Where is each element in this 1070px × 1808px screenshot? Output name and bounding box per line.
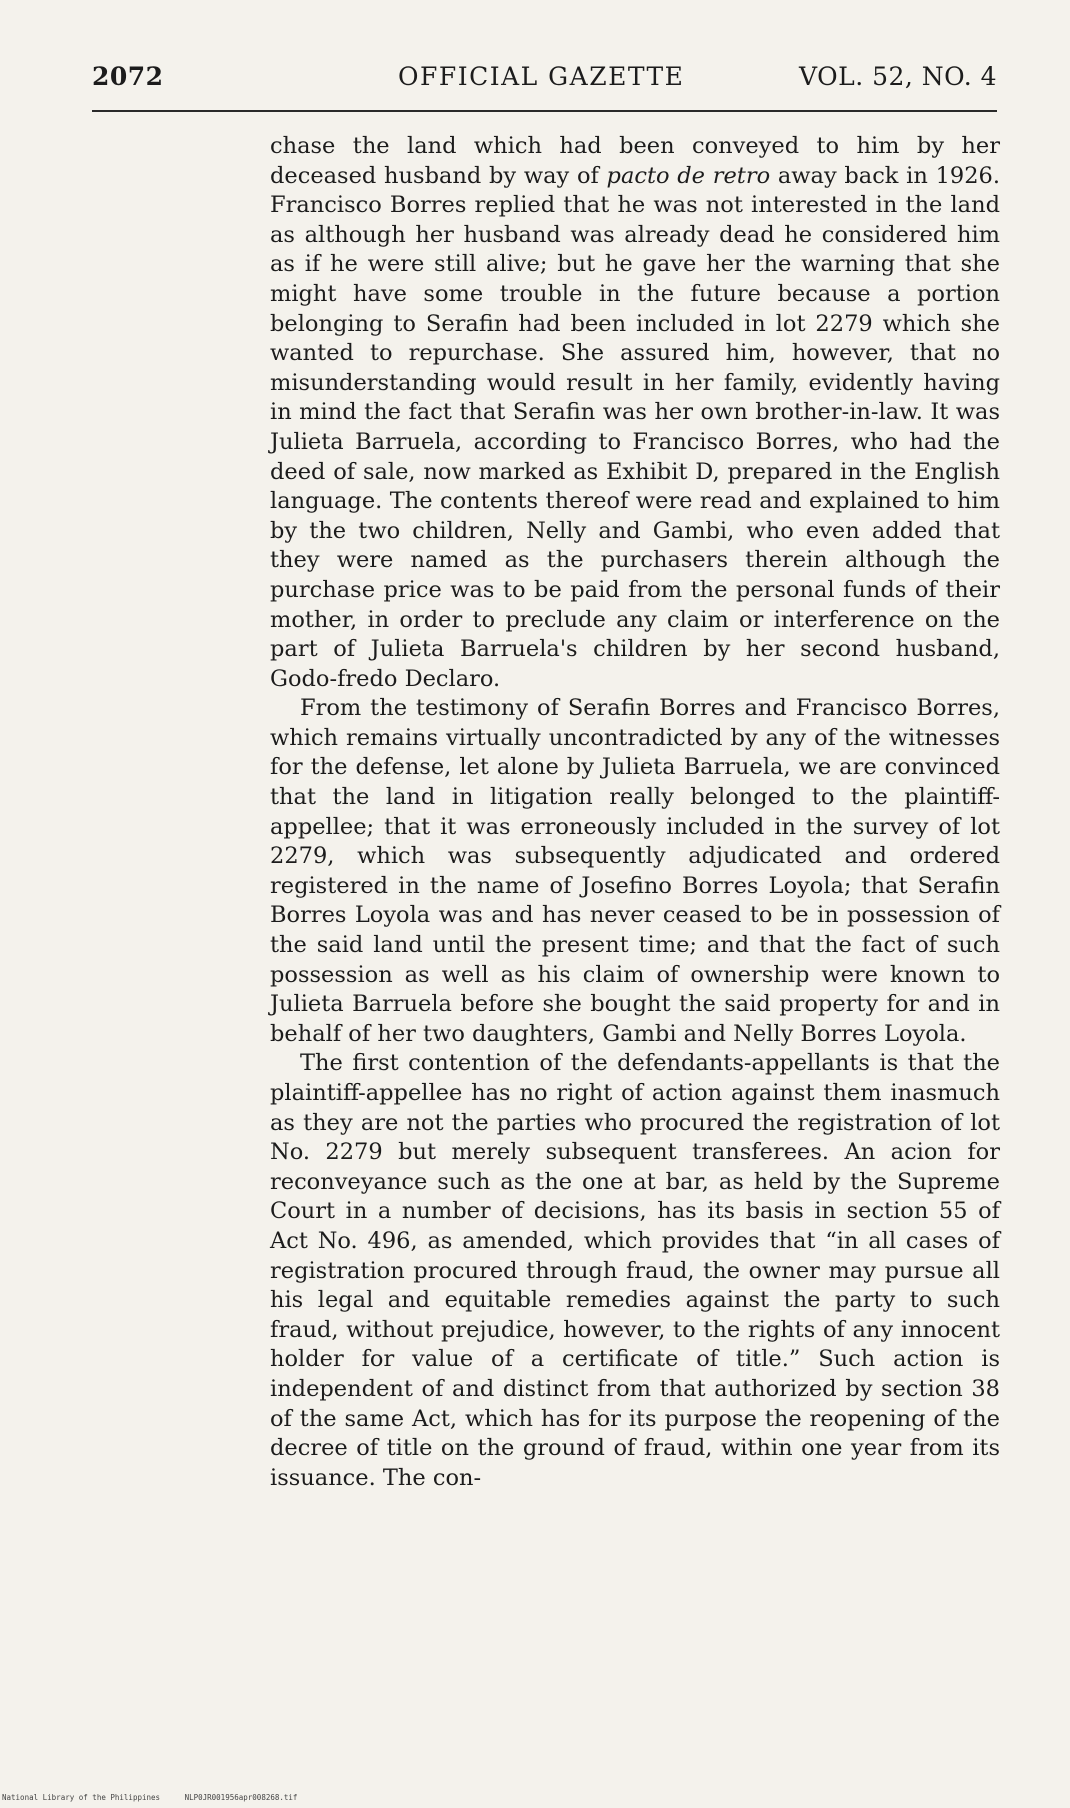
page-header <box>92 62 997 102</box>
header-rule <box>92 110 997 112</box>
paragraph-1-italic-term: pacto de retro <box>606 162 771 189</box>
paragraph-3: The first contention of the defendants-appellants is that the plaintiff-appellee has no right of action against them inasmuch as they are not the parties who procured the registration of lot No. 2279 but merely subsequent transferees. An acion for reconveyance such as the one at bar, as held by the Supreme Court in a number of decisions, has its basis in section 55 of Act No. 496, as amended, which provides that “in all cases of registration procured through fraud, the owner may pursue all his legal and equitable remedies against the party to such fraud, without prejudice, however, to the rights of any innocent holder for value of a certificate of title.” Such action is independent of and distinct from that authorized by section 38 of the same Act, which has for its purpose the reopening of the decree of title on the ground of fraud, within one year from its issuance. The con- <box>270 1050 1000 1491</box>
paragraph-1-text-a: chase the land which had been conveyed to him by her deceased husband by way of <box>270 133 1000 189</box>
page-number: 2072 <box>92 62 164 91</box>
paragraph-1-text-b: away back in 1926. Francisco Borres replied that he was not interested in the land as although her husband was already dead he considered him as if he were still alive; but he gave her the warning that she might have some trouble in the future because a portion belonging to Serafin had been included in lot 2279 which she wanted to repurchase. She assured him, however, that no misunderstanding would result in her family, evidently having in mind the fact that Serafin was her own brother-in-law. It was Julieta Barruela, according to Francisco Borres, who had the deed of sale, now marked as Exhibit D, prepared in the English language. The contents thereof were read and explained to him by the two children, Nelly and Gambi, who even added that they were named as the purchasers therein although the purchase price was to be paid from the personal funds of their mother, in order to preclude any claim or interference on the part of Julieta Barruela's children by her second husband, Godo-fredo Declaro. <box>270 162 1000 692</box>
scan-footer <box>2 1793 317 1802</box>
file-id: NLP0JR001956apr008268.tif <box>184 1793 298 1802</box>
volume-number: VOL. 52, NO. 4 <box>798 62 997 91</box>
body-text <box>270 132 1000 1493</box>
paragraph-1 <box>270 132 1000 694</box>
library-credit: National Library of the Philippines <box>2 1793 161 1802</box>
publication-title: OFFICIAL GAZETTE <box>398 62 685 91</box>
paragraph-2: From the testimony of Serafin Borres and Francisco Borres, which remains virtually uncontradicted by any of the witnesses for the defense, let alone by Julieta Barruela, we are convinced that the land in litigation really belonged to the plaintiff-appellee; that it was erroneously included in the survey of lot 2279, which was subsequently adjudicated and ordered registered in the name of Josefino Borres Loyola; that Serafin Borres Loyola was and has never ceased to be in possession of the said land until the present time; and that the fact of such possession as well as his claim of ownership were known to Julieta Barruela before she bought the said property for and in behalf of her two daughters, Gambi and Nelly Borres Loyola. <box>270 695 1000 1047</box>
